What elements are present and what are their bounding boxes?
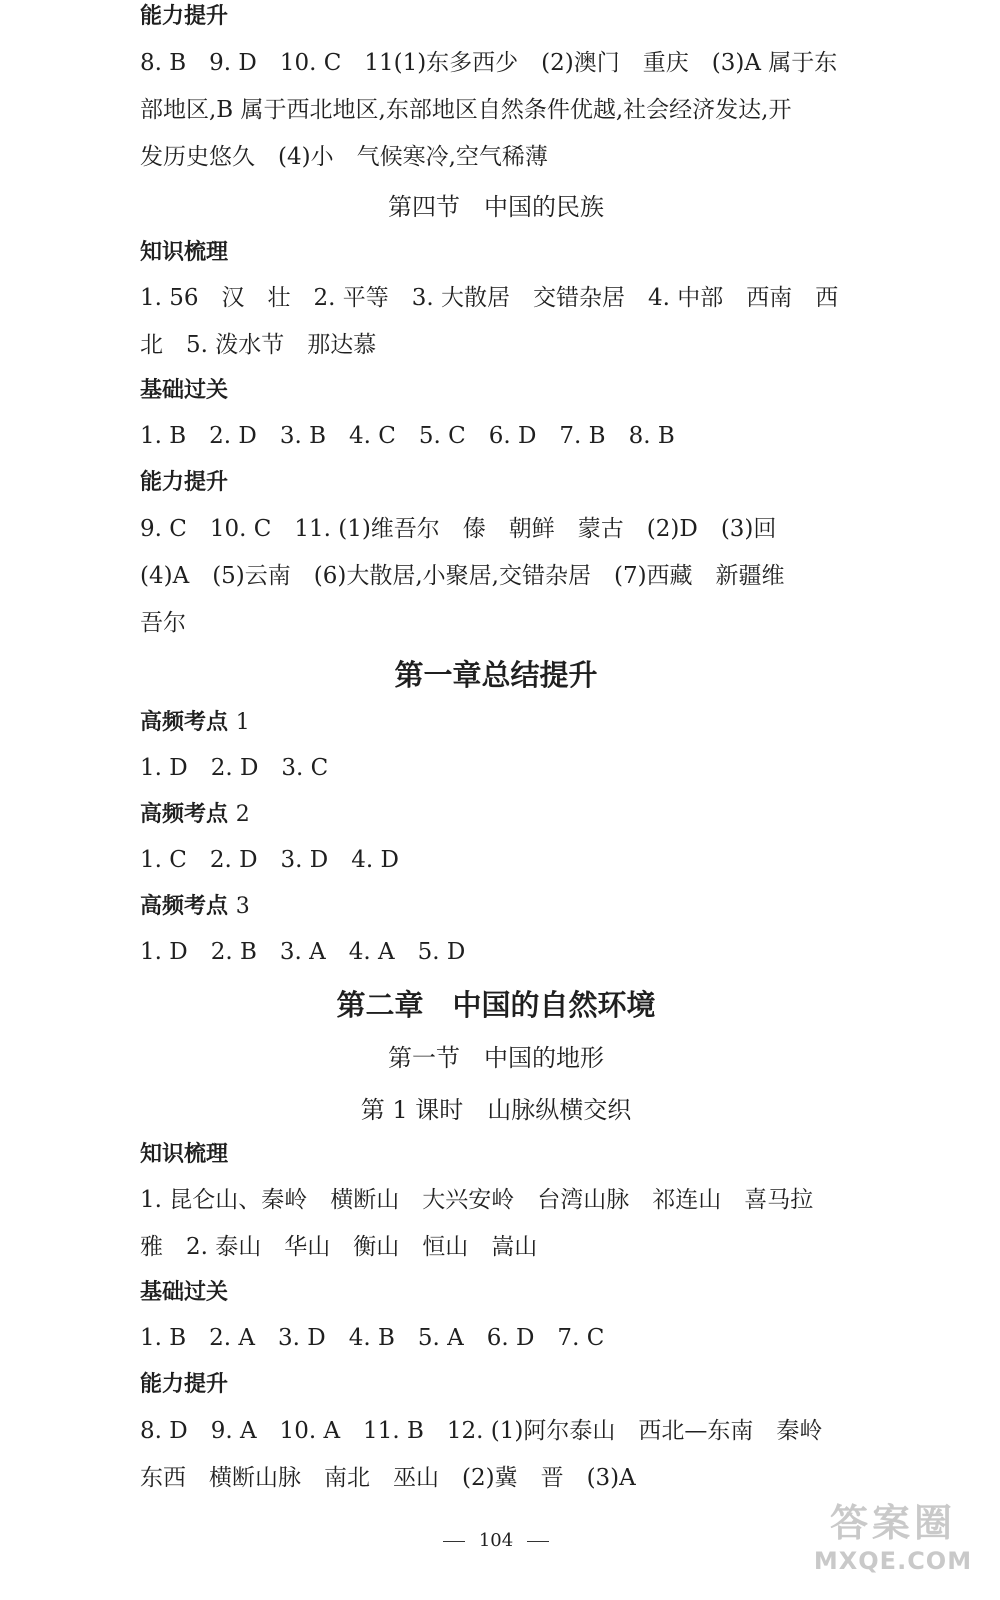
lesson-title: 第 1 课时 山脉纵横交织 bbox=[360, 1096, 632, 1124]
answer-block-4 bbox=[140, 506, 852, 647]
chapter-summary-title: 第一章总结提升 bbox=[394, 658, 598, 692]
section-label: 知识梳理 bbox=[140, 1142, 229, 1167]
answer-block-hf1 bbox=[140, 745, 852, 792]
answer-line: 8. B 9. D 10. C 11(1)东多西少 (2)澳门 重庆 (3)A 属于东 bbox=[140, 50, 838, 76]
section-number: 1 bbox=[235, 710, 250, 735]
section-number: 3 bbox=[235, 894, 250, 919]
page-number-dash-left bbox=[443, 1541, 465, 1542]
answer-block-7 bbox=[140, 1408, 852, 1502]
section-label: 能力提升 bbox=[140, 4, 229, 29]
section-title-4 bbox=[140, 187, 852, 222]
answer-block-1 bbox=[140, 40, 852, 181]
section-gaopin-kaodian-3 bbox=[140, 892, 852, 922]
section-title: 第四节 中国的民族 bbox=[388, 193, 604, 221]
chapter-2-heading bbox=[140, 983, 852, 1024]
chapter-2-section-1 bbox=[140, 1038, 852, 1073]
answer-block-5 bbox=[140, 1177, 852, 1271]
page-number-text: 104 bbox=[478, 1530, 514, 1551]
answer-line: 1. B 2. A 3. D 4. B 5. A 6. D 7. C bbox=[140, 1325, 605, 1351]
section-gaopin-kaodian-1 bbox=[140, 708, 852, 738]
answer-line: 1. D 2. B 3. A 4. A 5. D bbox=[140, 939, 466, 965]
section-title: 第一节 中国的地形 bbox=[388, 1044, 604, 1072]
chapter-title: 第二章 中国的自然环境 bbox=[336, 988, 656, 1022]
answer-line: 北 5. 泼水节 那达慕 bbox=[140, 332, 377, 358]
section-label: 高频考点 bbox=[140, 894, 229, 919]
answer-line: 1. 昆仑山、秦岭 横断山 大兴安岭 台湾山脉 祁连山 喜马拉 bbox=[140, 1187, 814, 1213]
section-label: 能力提升 bbox=[140, 470, 229, 495]
section-zhishi-shuli-1 bbox=[140, 238, 852, 268]
section-nengli-tisheng-3 bbox=[140, 1370, 852, 1400]
answer-line: 1. D 2. D 3. C bbox=[140, 755, 329, 781]
section-jichu-guoguan-2 bbox=[140, 1278, 852, 1308]
answer-block-2 bbox=[140, 275, 852, 369]
section-label: 基础过关 bbox=[140, 378, 229, 403]
section-gaopin-kaodian-2 bbox=[140, 800, 852, 830]
section-number: 2 bbox=[235, 802, 250, 827]
answer-line: 9. C 10. C 11. (1)维吾尔 傣 朝鲜 蒙古 (2)D (3)回 bbox=[140, 516, 777, 542]
answer-line: 1. B 2. D 3. B 4. C 5. C 6. D 7. B 8. B bbox=[140, 423, 675, 449]
answer-line: 东西 横断山脉 南北 巫山 (2)冀 晋 (3)A bbox=[140, 1465, 636, 1491]
section-nengli-tisheng-2 bbox=[140, 468, 852, 498]
watermark-bottom-text: MXQE.COM bbox=[813, 1547, 973, 1575]
chapter-2-lesson-1 bbox=[140, 1090, 852, 1125]
section-label: 高频考点 bbox=[140, 802, 229, 827]
answer-line: 8. D 9. A 10. A 11. B 12. (1)阿尔泰山 西北—东南 秦岭 bbox=[140, 1418, 823, 1444]
answer-line: 雅 2. 泰山 华山 衡山 恒山 嵩山 bbox=[140, 1234, 538, 1260]
section-zhishi-shuli-2 bbox=[140, 1140, 852, 1170]
answer-block-hf3 bbox=[140, 929, 852, 976]
section-jichu-guoguan-1 bbox=[140, 376, 852, 406]
page-number-dash-right bbox=[527, 1541, 549, 1542]
document-page bbox=[140, 0, 852, 1600]
answer-line: 吾尔 bbox=[140, 610, 186, 636]
answer-line: (4)A (5)云南 (6)大散居,小聚居,交错杂居 (7)西藏 新疆维 bbox=[140, 563, 785, 589]
watermark-logo bbox=[808, 1500, 978, 1590]
section-label: 基础过关 bbox=[140, 1280, 229, 1305]
section-nengli-tisheng-1 bbox=[140, 2, 852, 32]
chapter-summary-heading bbox=[140, 653, 852, 694]
section-label: 高频考点 bbox=[140, 710, 229, 735]
page-number bbox=[140, 1530, 852, 1551]
watermark-top-text: 答案圈 bbox=[829, 1501, 956, 1545]
answer-block-3 bbox=[140, 413, 852, 460]
section-label: 能力提升 bbox=[140, 1372, 229, 1397]
section-label: 知识梳理 bbox=[140, 240, 229, 265]
answer-line: 1. 56 汉 壮 2. 平等 3. 大散居 交错杂居 4. 中部 西南 西 bbox=[140, 285, 839, 311]
answer-block-hf2 bbox=[140, 837, 852, 884]
answer-line: 1. C 2. D 3. D 4. D bbox=[140, 847, 399, 873]
answer-line: 部地区,B 属于西北地区,东部地区自然条件优越,社会经济发达,开 bbox=[140, 97, 792, 123]
answer-line: 发历史悠久 (4)小 气候寒冷,空气稀薄 bbox=[140, 144, 548, 170]
answer-block-6 bbox=[140, 1315, 852, 1362]
